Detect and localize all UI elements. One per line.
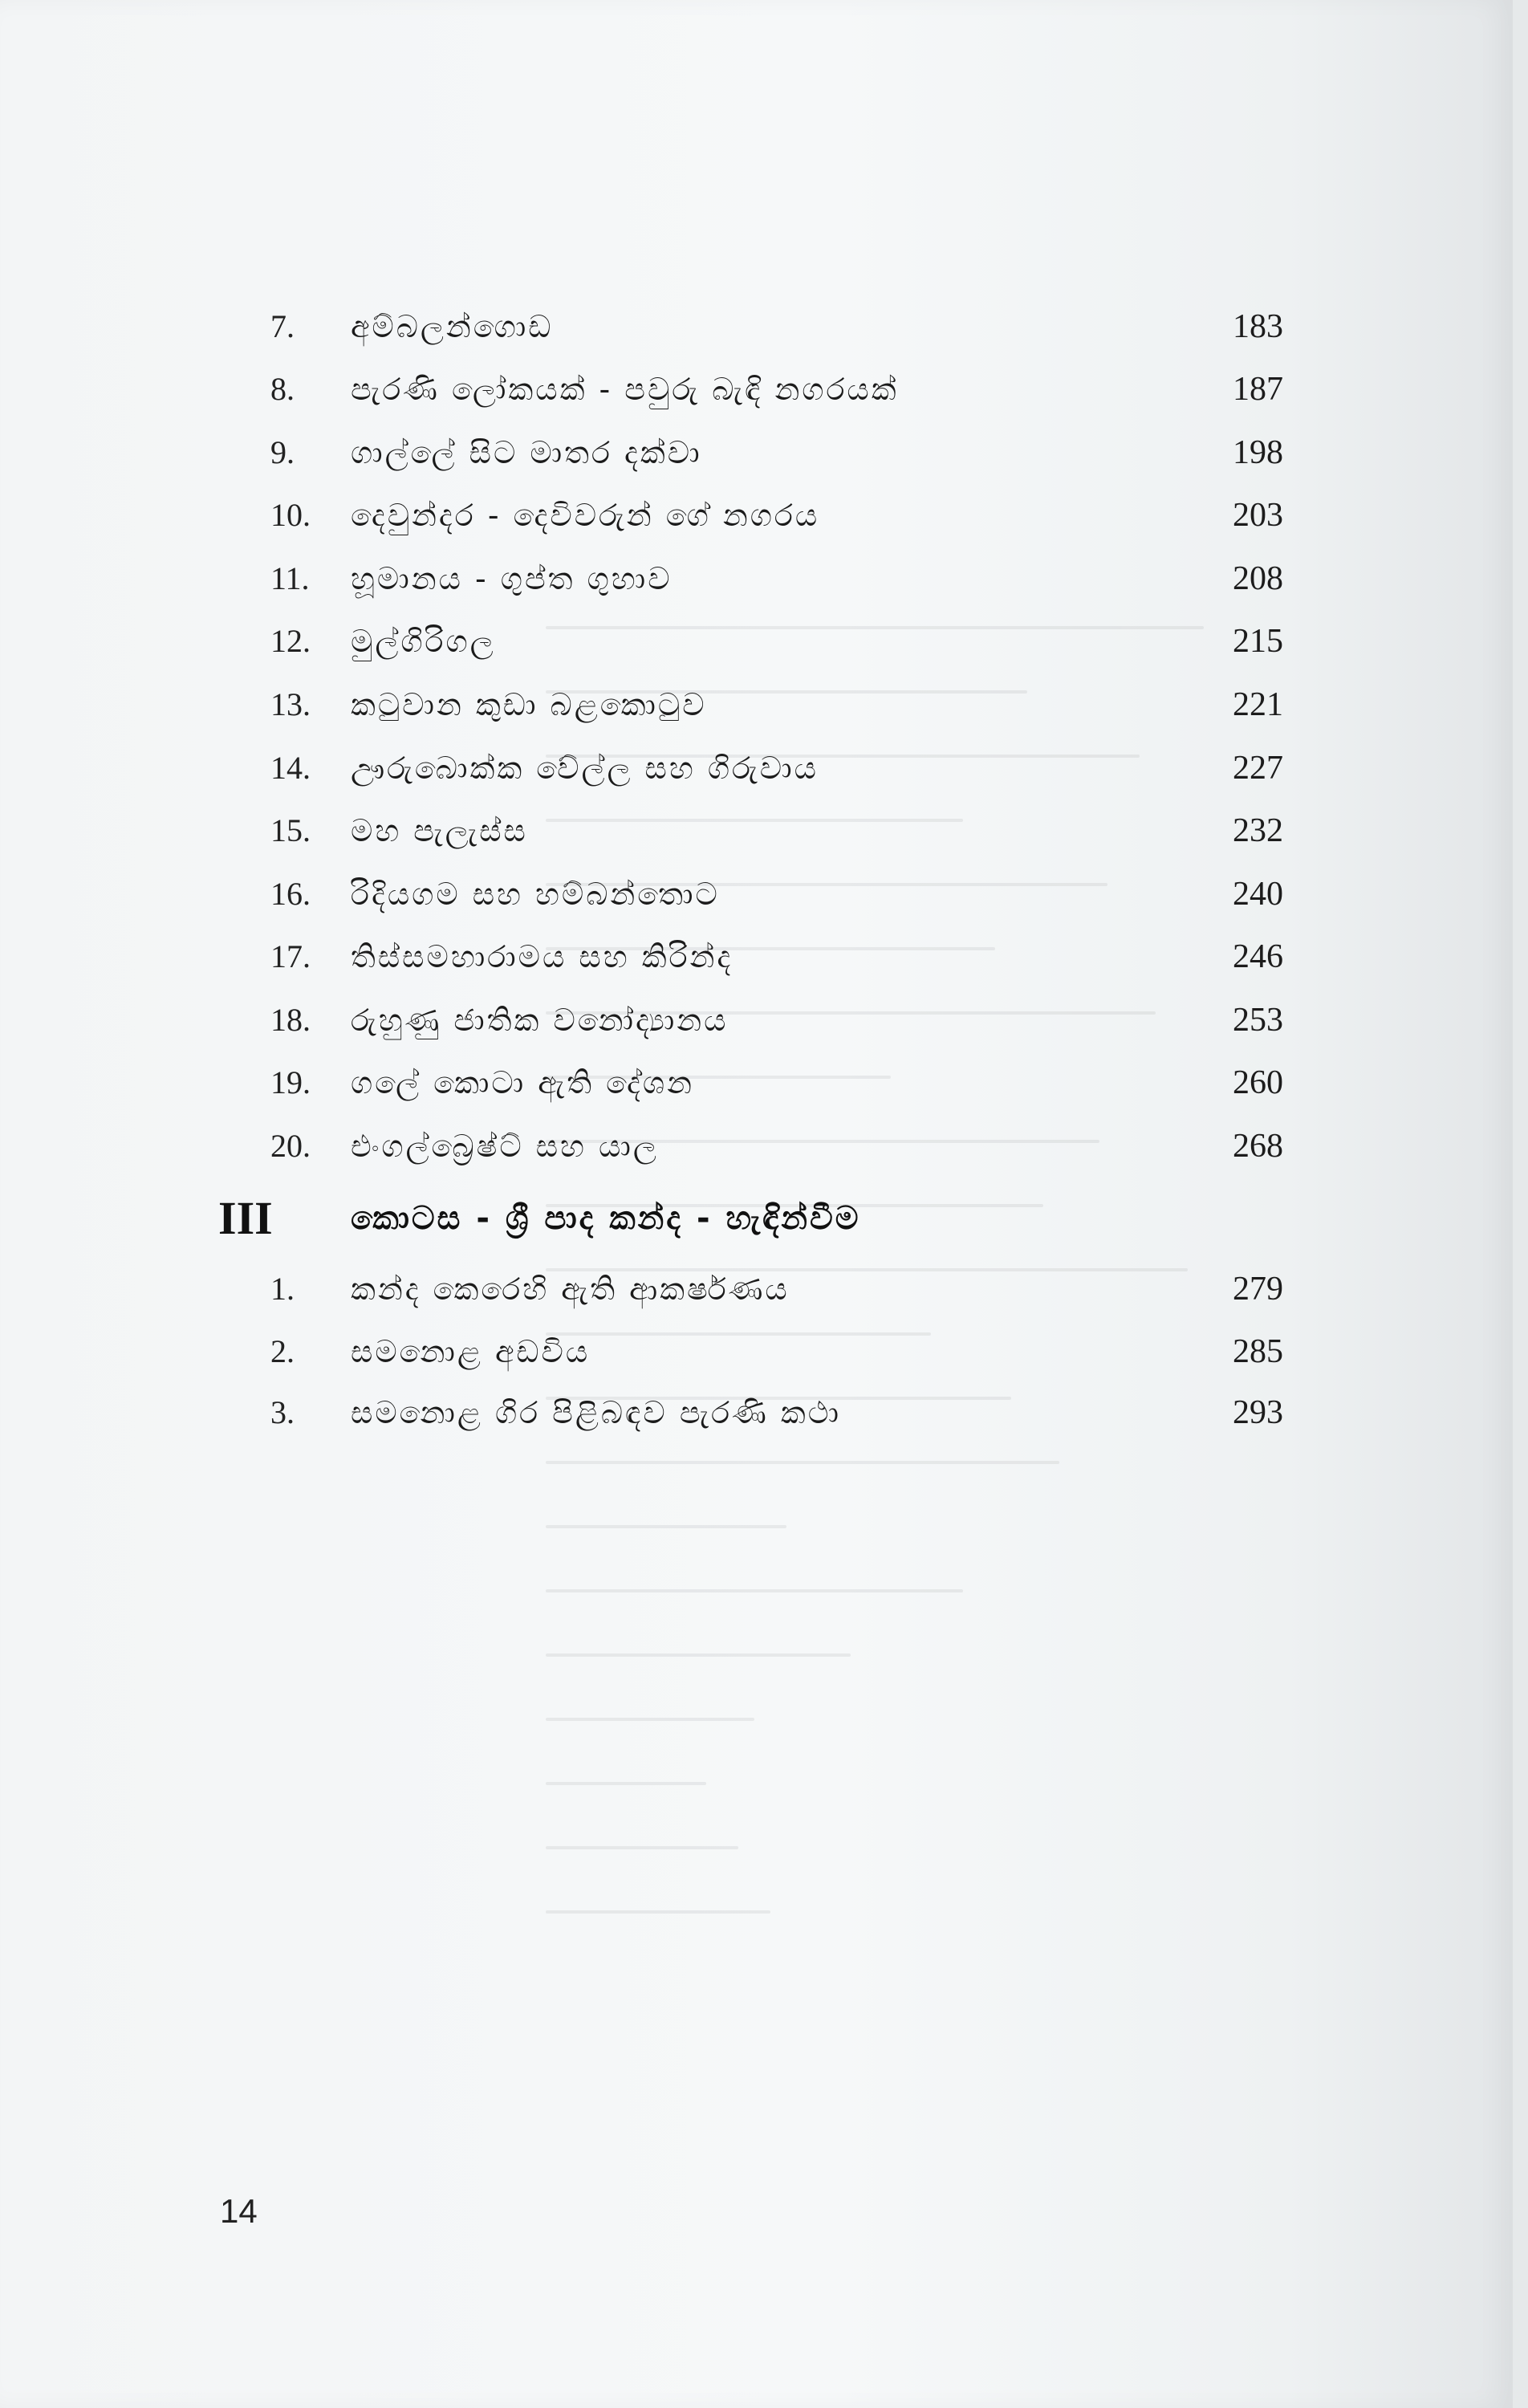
entry-number: 7. [270,308,295,344]
part-roman-numeral: III [218,1192,273,1244]
entry-number: 1. [270,1271,295,1307]
entry-page: 227 [1233,750,1283,787]
toc-entry [0,547,1513,610]
entry-title: ගලේ කොටා ඇති දේශන [351,1065,694,1100]
entry-number: 19. [270,1064,311,1100]
entry-title: කටුවාන කුඩා බළකොටුව [351,687,707,722]
entry-title: මහ පැලැස්ස [351,813,528,848]
entry-title: පැරණි ලෝකයක් - පවුරු බැඳි නගරයක් [351,372,899,407]
toc-entry [0,1258,1513,1320]
entry-number: 11. [270,560,310,596]
entry-page: 240 [1233,876,1283,913]
entry-title: ගාල්ලේ සිට මාතර දක්වා [351,435,702,470]
entry-page: 203 [1233,497,1283,534]
entry-page: 285 [1233,1333,1283,1370]
entry-page: 293 [1233,1394,1283,1431]
entry-page: 215 [1233,623,1283,660]
entry-title: කන්ද කෙරෙහි ඇති ආකර්ෂණය [351,1271,790,1307]
entry-title: සමනොළ ගිර පිළිබඳව පැරණි කථා [351,1395,841,1430]
entry-page: 187 [1233,371,1283,408]
entry-number: 9. [270,434,295,470]
toc-entry [0,1051,1513,1114]
toc-entry [0,1381,1513,1444]
toc-entry [0,421,1513,484]
part-heading [0,1182,1513,1255]
entry-number: 20. [270,1128,311,1164]
entry-title: අම්බලන්ගොඩ [351,309,554,344]
entry-number: 8. [270,371,295,407]
toc-entry [0,1115,1513,1178]
entry-title: හූමානය - ගුප්ත ගුහාව [351,561,673,596]
entry-page: 221 [1233,686,1283,723]
entry-number: 18. [270,1002,311,1038]
part-title: කොටස - ශ්‍රී පාද කන්ද - හැඳින්වීම [351,1200,861,1237]
toc-entry [0,673,1513,736]
toc-entry [0,863,1513,925]
toc-entry [0,295,1513,358]
entry-title: දෙවුන්දර - දෙවිවරුන් ගේ නගරය [351,498,820,533]
entry-page: 253 [1233,1002,1283,1039]
entry-title: එංගල්බ්‍රෙෂ්ට් සහ යාල [351,1129,659,1164]
toc-entry [0,358,1513,421]
entry-number: 15. [270,812,311,848]
entry-number: 16. [270,876,311,912]
entry-number: 2. [270,1333,295,1369]
entry-page: 208 [1233,560,1283,597]
entry-number: 14. [270,750,311,786]
toc-entry [0,610,1513,673]
entry-page: 268 [1233,1128,1283,1165]
entry-title: රිදියගම සහ හම්බන්තොට [351,877,720,912]
entry-page: 279 [1233,1271,1283,1308]
entry-number: 10. [270,497,311,533]
entry-title: මුල්ගිරිගල [351,624,496,659]
page-number: 14 [220,2192,258,2230]
entry-page: 183 [1233,308,1283,345]
entry-title: ඌරුබොක්ක වේල්ල සහ ගිරුවාය [351,750,819,786]
entry-page: 198 [1233,434,1283,471]
entry-page: 260 [1233,1064,1283,1101]
toc-entry [0,925,1513,988]
toc-entry [0,737,1513,799]
entry-number: 17. [270,938,311,974]
toc-entry [0,799,1513,862]
entry-title: රුහුණු ජාතික වනෝද්‍යානය [351,1003,729,1038]
entry-title: තිස්සමහාරාමය සහ කිරින්ද [351,939,734,974]
toc-entry [0,484,1513,547]
entry-number: 12. [270,623,311,659]
toc-entry [0,1320,1513,1383]
entry-page: 246 [1233,938,1283,975]
entry-page: 232 [1233,812,1283,849]
toc-entry [0,989,1513,1051]
entry-title: සමනොළ අඩවිය [351,1334,591,1369]
entry-number: 3. [270,1394,295,1430]
entry-number: 13. [270,686,311,722]
